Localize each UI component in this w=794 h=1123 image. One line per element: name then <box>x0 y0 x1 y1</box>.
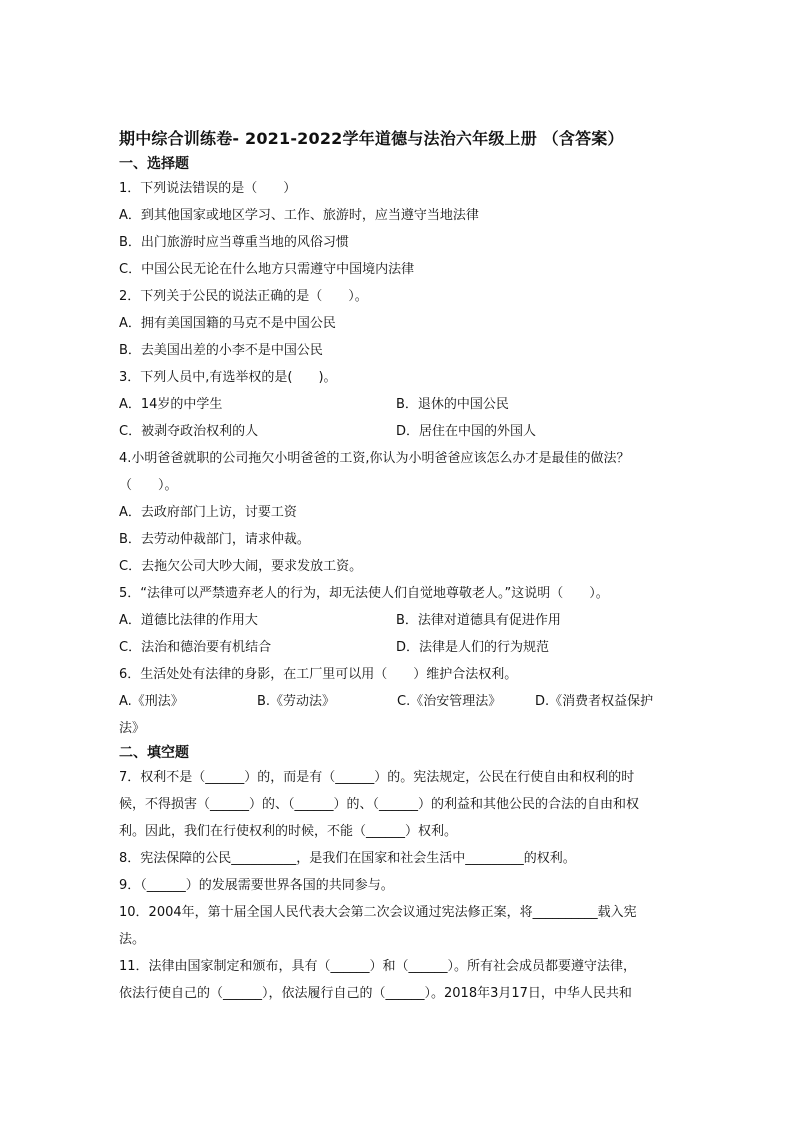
question-6-option-b: B.《劳动法》 <box>257 694 336 709</box>
question-4-option-c: C．去拖欠公司大吵大闹，要求发放工资。 <box>119 559 363 574</box>
question-2-option-a: A．拥有美国国籍的马克不是中国公民 <box>119 316 336 331</box>
question-10-line-1: 10．2004年，第十届全国人民代表大会第二次会议通过宪法修正案，将__________载入宪 <box>119 905 637 920</box>
question-4-stem: 4.小明爸爸就职的公司拖欠小明爸爸的工资,你认为小明爸爸应该怎么办才是最佳的做法？ <box>119 451 630 466</box>
question-11-line-1: 11．法律由国家制定和颁布，具有（______）和（______）。所有社会成员都要遵守法律， <box>119 959 637 974</box>
question-1-stem: 1．下列说法错误的是（ ） <box>119 181 297 196</box>
question-3-options-row-1 <box>119 391 679 418</box>
question-1-option-c: C．中国公民无论在什么地方只需遵守中国境内法律 <box>119 262 415 277</box>
question-3-options-row-2 <box>119 418 679 445</box>
question-8: 8．宪法保障的公民__________，是我们在国家和社会生活中_________的权利。 <box>119 851 576 866</box>
exam-page <box>119 125 679 1007</box>
question-3-option-d: D．居住在中国的外国人 <box>396 424 537 439</box>
question-2-option-b: B．去美国出差的小李不是中国公民 <box>119 343 323 358</box>
question-4-option-a: A．去政府部门上访，讨要工资 <box>119 505 297 520</box>
question-5-option-a: A．道德比法律的作用大 <box>119 613 258 628</box>
question-6-stem: 6．生活处处有法律的身影，在工厂里可以用（ ）维护合法权利。 <box>119 667 518 682</box>
question-9: 9．（______）的发展需要世界各国的共同参与。 <box>119 878 394 893</box>
question-3-option-b: B．退休的中国公民 <box>396 397 509 412</box>
question-5-options-row-1 <box>119 607 679 634</box>
question-4-stem-continued: （ ）。 <box>119 478 178 493</box>
question-6-option-c: C.《治安管理法》 <box>397 694 502 709</box>
question-6-options-row <box>119 688 679 715</box>
question-5-stem: 5．“法律可以严禁遗弃老人的行为，却无法使人们自觉地尊敬老人。”这说明（ ）。 <box>119 586 609 601</box>
question-6-option-d: D.《消费者权益保护 <box>535 694 654 709</box>
question-7-line-1: 7．权利不是（______）的，而是有（______）的。宪法规定，公民在行使自由和权利的时 <box>119 770 635 785</box>
question-2-stem: 2．下列关于公民的说法正确的是（ ）。 <box>119 289 368 304</box>
question-1-option-a: A．到其他国家或地区学习、工作、旅游时，应当遵守当地法律 <box>119 208 479 223</box>
question-4-option-b: B．去劳动仲裁部门，请求仲裁。 <box>119 532 310 547</box>
question-3-option-c: C．被剥夺政治权利的人 <box>119 424 259 439</box>
question-11-line-2: 依法行使自己的（______），依法履行自己的（______）。2018年3月17日，中华人民共和 <box>119 986 632 1001</box>
question-1-option-b: B．出门旅游时应当尊重当地的风俗习惯 <box>119 235 349 250</box>
question-6-option-a: A.《刑法》 <box>119 694 184 709</box>
question-3-option-a: A．14岁的中学生 <box>119 397 223 412</box>
question-5-options-row-2 <box>119 634 679 661</box>
question-5-option-c: C．法治和德治要有机结合 <box>119 640 272 655</box>
question-7-line-3: 利。因此，我们在行使权利的时候，不能（______）权利。 <box>119 824 458 839</box>
section-heading-fill-in: 二、填空题 <box>119 745 189 761</box>
question-6-option-d-continued: 法》 <box>119 721 146 736</box>
question-3-stem: 3．下列人员中,有选举权的是( )。 <box>119 370 337 385</box>
page-title: 期中综合训练卷- 2021-2022学年道德与法治六年级上册 （含答案） <box>119 129 624 148</box>
question-7-line-2: 候，不得损害（______）的、（______）的、（______）的利益和其他公民的合法的自由和权 <box>119 797 640 812</box>
question-5-option-d: D．法律是人们的行为规范 <box>396 640 550 655</box>
question-5-option-b: B．法律对道德具有促进作用 <box>396 613 561 628</box>
section-heading-choice: 一、选择题 <box>119 156 189 172</box>
question-10-line-2: 法。 <box>119 932 146 947</box>
